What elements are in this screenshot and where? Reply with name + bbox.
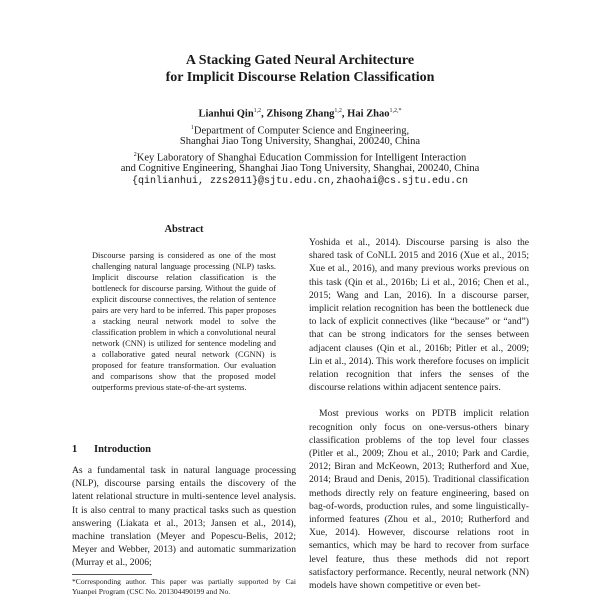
abstract-paragraph: Discourse parsing is considered as one of the most challenging natural language processing (NLP) tasks. Implicit discourse relation classification is the bottleneck for discourse parsing. Without the guide of explicit discourse connectives, the relation of sentence pairs are very hard to be inferred. This paper proposes a stacking neural network model to solve the classification problem in which a convolutional neural network (CNN) is utilized for sentence modeling and a collaborative gated neural network (CGNN) is proposed for feature transformation. Our evaluation and comparisons show that the proposed model outperforms previous state-of-the-art systems. <box>92 251 276 392</box>
affiliation-text: Department of Computer Science and Engineering, <box>193 125 410 137</box>
affiliation-mark: 2 <box>133 152 137 158</box>
author-name: Zhisong Zhang <box>266 108 335 120</box>
author-affil-mark: 1,2 <box>334 108 342 114</box>
affiliation-mark: 1 <box>190 125 194 131</box>
right-column-body <box>309 236 529 592</box>
author-emails: {qinlianhui, zzs2011}@sjtu.edu.cn,zhaohai@cs.sjtu.edu.cn <box>131 176 469 187</box>
paper-title-line-1: A Stacking Gated Neural Architecture <box>185 53 415 68</box>
footnote-divider <box>72 574 152 575</box>
body-paragraph: Most previous works on PDTB implicit relation recognition only focus on one-versus-others binary classification problems of the top level four classes (Pitler et al., 2009; Zhou et al., 2010; Park and Cardie, 2012; Biran and McKeown, 2013; Rutherford and Xue, 2014; Braud and Denis, 2015). Traditional classification methods directly rely on feature engineering, based on bag-of-words, production rules, and some linguistically-informed features (Zhou et al., 2010; Rutherford and Xue, 2014). However, discourse relations root in semantics, which may be hard to recover from surface level feature, thus these methods did not report satisfactory performance. Recently, neural network (NN) models have shown competitive or even bet- <box>309 408 529 592</box>
section-number: 1 <box>72 444 78 455</box>
affiliation-line: Shanghai Jiao Tong University, Shanghai, 200240, China <box>179 136 421 147</box>
introduction-paragraph: As a fundamental task in natural language processing (NLP), discourse parsing entails the discovery of the latent relational structure in multi-sentence level analysis. It is also central to many practical tasks such as question answering (Liakata et al., 2013; Jansen et al., 2014), machine translation (Meyer and Popescu-Belis, 2012; Meyer and Webber, 2013) and automatic summarization (Murray et al., 2006; <box>72 465 296 569</box>
affiliation-line: and Cognitive Engineering, Shanghai Jiao Tong University, Shanghai, 200240, China <box>120 163 480 174</box>
introduction-body <box>72 464 296 570</box>
body-paragraph: Yoshida et al., 2014). Discourse parsing is also the shared task of CoNLL 2015 and 2016 (Xue et al., 2015; Xue et al., 2016), and many previous works previous on this task (Qin et al., 2016b; Li et al., 2016; Chen et al., 2015; Wang and Lan, 2016). In a discourse parser, implicit relation recognition has been the bottleneck due to lack of explicit connectives (like “because” or “and”) that can be strong indicators for the senses between adjacent clauses (Qin et al., 2016b; Pitler et al., 2009; Lin et al., 2014). This work therefore focuses on implicit relation recognition that infers the senses of the discourse relations within adjacent sentence pairs. <box>309 237 529 394</box>
paper-title-line-2: for Implicit Discourse Relation Classification <box>165 70 435 85</box>
section-heading-introduction <box>72 444 151 455</box>
abstract-heading: Abstract <box>164 224 204 235</box>
author-affil-mark: 1,2,* <box>389 108 402 114</box>
author-name: Hai Zhao <box>347 108 390 120</box>
author-list: Lianhui Qin$^{1,2}$, Zhisong Zhang$^{1,2}$, Hai Zhao$^{1,2,*}$ <box>198 108 402 120</box>
affiliation-text: Key Laboratory of Shanghai Education Commission for Intelligent Interaction <box>136 152 467 164</box>
abstract-body <box>92 250 276 393</box>
section-title: Introduction <box>94 444 151 455</box>
footnote: *Corresponding author. This paper was partially supported by Cai Yuanpei Program (CSC No. 201304490199 and No. <box>72 577 296 596</box>
author-name: Lianhui Qin <box>198 108 254 120</box>
author-affil-mark: 1,2 <box>253 108 262 114</box>
